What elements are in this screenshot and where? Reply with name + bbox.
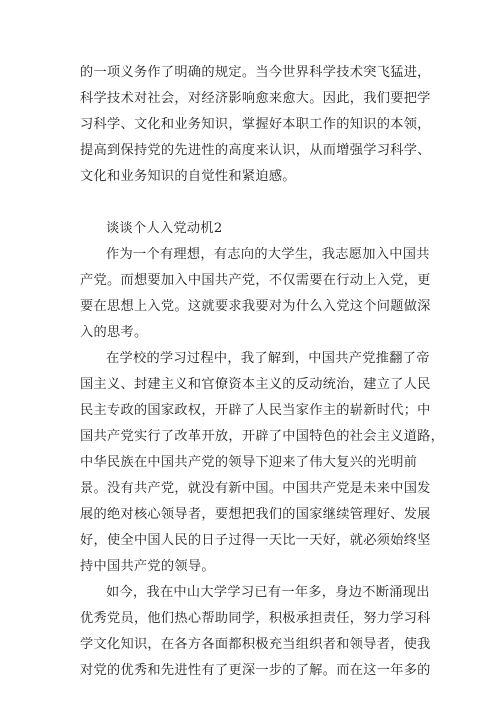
paragraph-1 xyxy=(80,242,430,346)
paragraph-intro xyxy=(80,60,430,190)
text-line: 习科学、文化和业务知识，掌握好本职工作的知识的本领， xyxy=(80,117,431,132)
paragraph-2 xyxy=(80,346,445,580)
text-line: 科学技术对社会，对经济影响愈来愈大。因此，我们要把学 xyxy=(80,91,431,106)
text-line: 国共产党实行了改革开放，开辟了中国特色的社会主义道路， xyxy=(80,429,445,444)
text-line: 民主专政的国家政权，开辟了人民当家作主的崭新时代；中 xyxy=(80,403,431,418)
text-line: 文化和业务知识的自觉性和紧迫感。 xyxy=(80,169,296,184)
text-line: 好，使全中国人民的日子过得一天比一天好，就必须始终坚 xyxy=(80,533,431,548)
text-line: 作为一个有理想，有志向的大学生，我志愿加入中国共 xyxy=(106,247,430,262)
text-line: 持中国共产党的领导。 xyxy=(80,559,215,574)
section-title: 谈谈个人入党动机2 xyxy=(106,221,223,236)
document-body xyxy=(80,60,445,684)
text-line: 入的思考。 xyxy=(80,325,148,340)
text-line: 如今，我在中山大学学习已有一年多，身边不断涌现出 xyxy=(106,585,430,600)
text-line: 要在思想上入党。这就要求我要对为什么入党这个问题做深 xyxy=(80,299,431,314)
text-line: 国主义、封建主义和官僚资本主义的反动统治，建立了人民 xyxy=(80,377,431,392)
text-line: 优秀党员，他们热心帮助同学，积极承担责任，努力学习科 xyxy=(80,611,431,626)
text-line: 在学校的学习过程中，我了解到，中国共产党推翻了帝 xyxy=(106,351,430,366)
paragraph-spacer xyxy=(80,190,430,216)
paragraph-3 xyxy=(80,580,430,684)
text-line: 学文化知识，在各方各面都积极充当组织者和领导者，使我 xyxy=(80,637,431,652)
text-line: 中华民族在中国共产党的领导下迎来了伟大复兴的光明前 xyxy=(80,455,418,470)
text-line: 景。没有共产党，就没有新中国。中国共产党是未来中国发 xyxy=(80,481,431,496)
text-line: 的一项义务作了明确的规定。当今世界科学技术突飞猛进， xyxy=(80,65,431,80)
text-line: 产党。而想要加入中国共产党，不仅需要在行动上入党，更 xyxy=(80,273,431,288)
text-line: 提高到保持党的先进性的高度来认识，从而增强学习科学、 xyxy=(80,143,431,158)
text-line: 展的绝对核心领导者，要想把我们的国家继续管理好、发展 xyxy=(80,507,431,522)
text-line: 对党的优秀和先进性有了更深一步的了解。而在这一年多的 xyxy=(80,663,431,678)
